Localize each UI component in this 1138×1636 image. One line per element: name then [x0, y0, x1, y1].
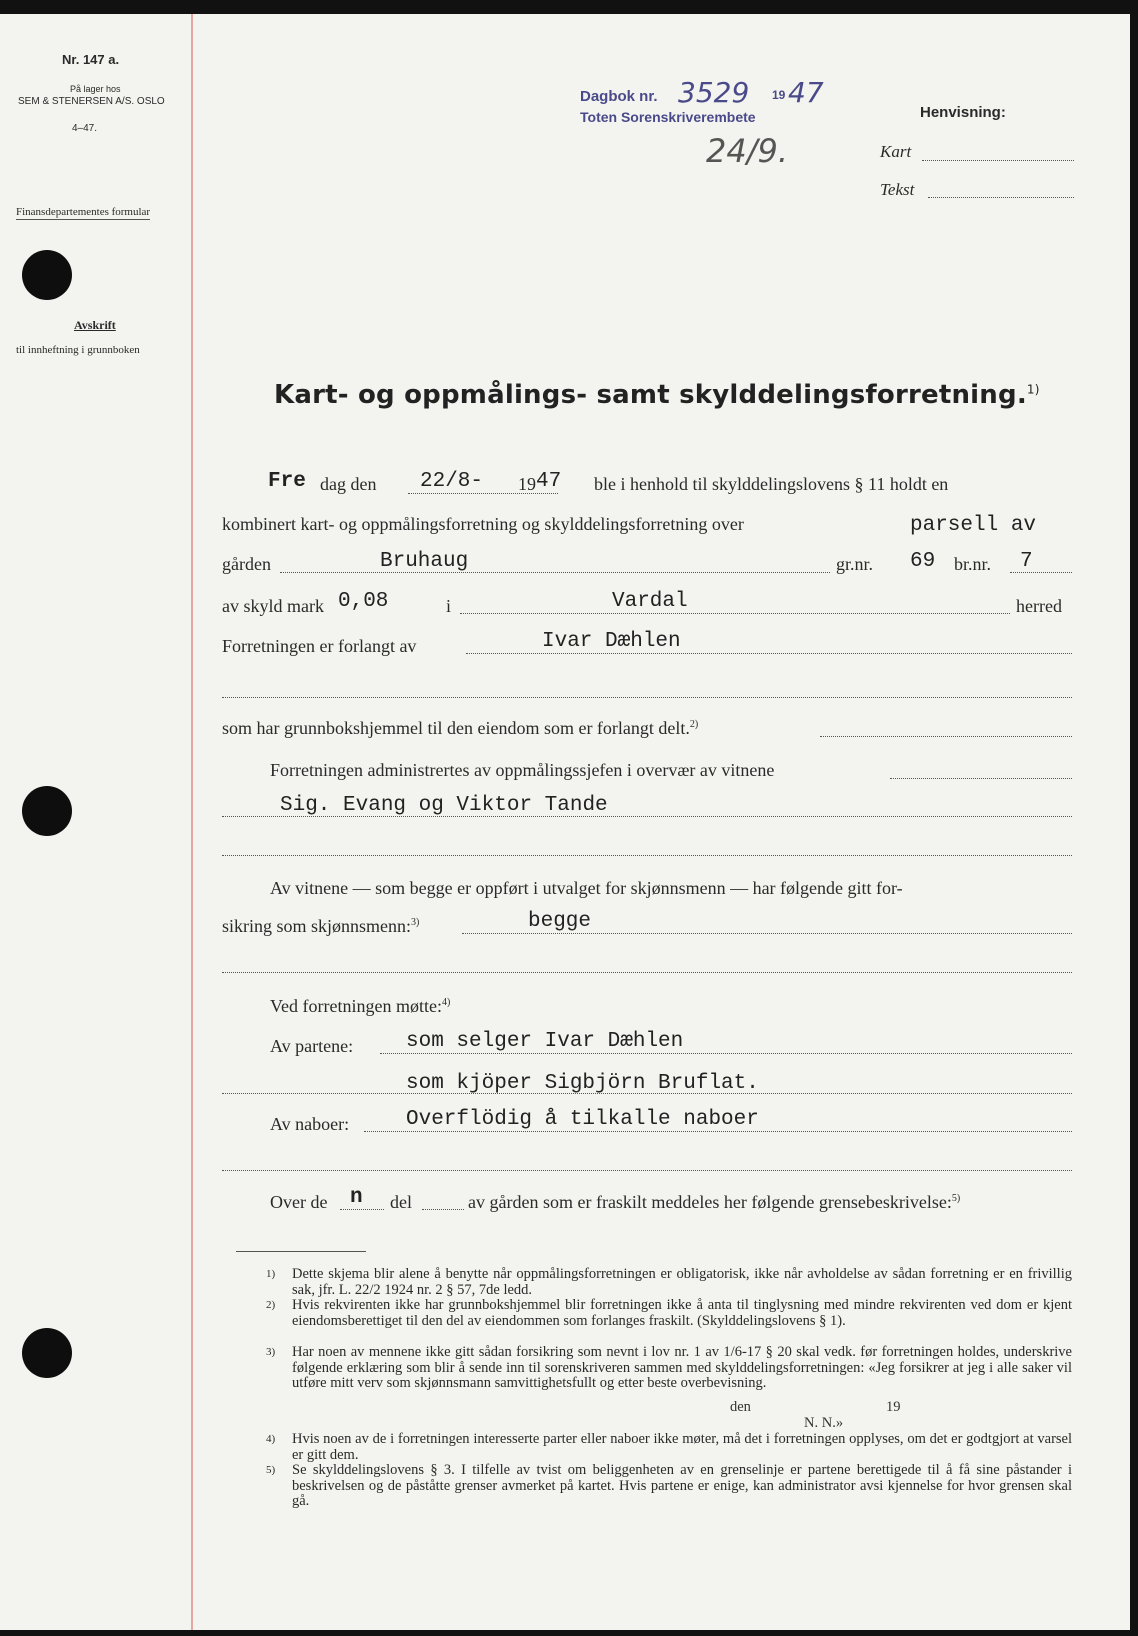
dag-den-label: dag den	[320, 474, 377, 494]
blank-line	[222, 855, 1072, 856]
ministry-form: Finansdepartementes formular	[16, 206, 151, 218]
footnote-3-den: den	[730, 1399, 751, 1415]
blank-line	[222, 972, 1072, 973]
scan-border-top	[0, 0, 1138, 14]
brnr-label: br.nr.	[954, 554, 992, 574]
skyld-label: av skyld mark	[222, 596, 324, 616]
seller-line	[380, 1053, 1072, 1054]
grnr-label: gr.nr.	[836, 554, 874, 574]
del-line	[422, 1209, 464, 1210]
footnote-3: Har noen av mennene ikke gitt sådan forsikring som nevnt i lov nr. 1 av 1/6-17 § 20 skal vedk. før forretningen holdes, underskrive følgende erklæring som blir å sende inn til sorenskriveren sammen med skylddelingsforretningen: «Jeg forsikrer at jeg i alle saker vil utføre mitt verv som skjønnsmann samvittighetsfullt og etter beste overbevisning.	[292, 1344, 1072, 1391]
copy-label: Avskrift	[74, 318, 116, 332]
line2-text: kombinert kart- og oppmålingsforretning og skylddelingsforretning over	[222, 514, 744, 534]
map-line	[922, 160, 1074, 161]
vitnene-answer: begge	[528, 910, 592, 933]
naboer-label: Av naboer:	[270, 1114, 350, 1134]
line1-text: ble i henhold til skylddelingslovens § 11 holdt en	[594, 474, 949, 494]
map-label: Kart	[880, 142, 912, 161]
footnote-mark: 5)	[266, 1464, 276, 1476]
footnote-mark: 3)	[266, 1346, 276, 1358]
text-line	[928, 197, 1074, 198]
printer-line: På lager hos	[70, 84, 121, 94]
brnr-line	[1010, 572, 1072, 573]
dagbok-number: 3529	[678, 76, 750, 109]
margin-line	[191, 14, 193, 1630]
requested-label: Forretningen er forlangt av	[222, 636, 417, 656]
grnr-value: 69	[910, 550, 936, 573]
footnote-mark: 1)	[266, 1268, 276, 1280]
municipality-line	[460, 613, 1010, 614]
naboer: Overflödig å tilkalle naboer	[406, 1108, 759, 1131]
farm-name: Bruhaug	[380, 550, 469, 573]
footnote-3-signature: N. N.»	[804, 1415, 844, 1431]
herred-label: herred	[1016, 596, 1062, 616]
requested-by: Ivar Dæhlen	[542, 630, 681, 653]
over-rest: av gården som er fraskilt meddeles her følgende grensebeskrivelse:$^{5)}$	[468, 1192, 961, 1212]
vitnene-line2: sikring som skjønnsmenn:$^{3)}$	[222, 916, 420, 936]
farm-label: gården	[222, 554, 271, 574]
partene-label: Av partene:	[270, 1036, 354, 1056]
printer-date: 4–47.	[72, 123, 98, 134]
scan-border-bottom	[0, 1630, 1138, 1636]
footnote-3-year: 19	[886, 1399, 901, 1415]
seller: som selger Ivar Dæhlen	[406, 1030, 684, 1053]
text-label: Tekst	[880, 180, 915, 199]
dagbok-year: 47	[788, 76, 824, 109]
footnote-5: Se skylddelingslovens § 3. I tilfelle av tvist om beliggenheten av en grenselinje er partene berettigede til å få sine påstander i beskrivelsen og de påståtte grenser avmerket på kartet. Hvis partene er enige, kan administrator avsi kjennelse for hvor grensen skal gå.	[292, 1462, 1072, 1509]
buyer-line	[222, 1093, 1072, 1094]
parcel-value: parsell av	[910, 514, 1037, 537]
dagbok-label: Dagbok nr.	[580, 88, 658, 105]
i-label: i	[446, 596, 452, 616]
weekday: Fre	[268, 470, 306, 493]
footnote-1: Dette skjema blir alene å benytte når oppmålingsforretningen er obligatorisk, ikke når avholdelse av sådan forretning er en frivillig sak, jfr. L. 22/2 1924 nr. 2 § 57, 7de ledd.	[292, 1266, 1072, 1298]
over-label: Over de	[270, 1192, 328, 1212]
admin-fill	[890, 778, 1072, 779]
municipality: Vardal	[612, 590, 688, 613]
received-date: 24/9.	[706, 132, 789, 170]
year-prefix: 19	[518, 474, 536, 494]
blank-line	[222, 1170, 1072, 1171]
reference-title: Henvisning:	[920, 104, 1006, 121]
document-title: Kart- og oppmålings- samt skylddelingsforretning.$^{1)}$	[274, 380, 1040, 410]
witnesses-line	[222, 816, 1072, 817]
grunnbok-fill	[820, 736, 1072, 737]
vitnene-fill	[462, 933, 1072, 934]
del-label: del	[390, 1192, 412, 1212]
copy-subtitle: til innheftning i grunnboken	[16, 344, 140, 356]
dagbok-year-prefix: 19	[772, 88, 786, 102]
skyld-value: 0,08	[338, 590, 389, 613]
farm-line	[280, 572, 830, 573]
date-line	[408, 493, 558, 494]
brnr-value: 7	[1020, 550, 1033, 573]
witnesses: Sig. Evang og Viktor Tande	[280, 794, 608, 817]
requested-line	[466, 653, 1072, 654]
naboer-line	[364, 1131, 1072, 1132]
blank-line	[222, 697, 1072, 698]
over-n: n	[350, 1186, 363, 1209]
mote-label: Ved forretningen møtte:$^{4)}$	[270, 996, 451, 1016]
buyer: som kjöper Sigbjörn Bruflat.	[406, 1072, 759, 1095]
over-line	[340, 1209, 384, 1210]
date-value: 22/8-	[420, 470, 484, 493]
footnote-2: Hvis rekvirenten ikke har grunnbokshjemmel blir forretningen ikke å anta til tinglysning med mindre rekvirenten ved dom er kjent eiendomsberettiget til den del av eiendommen som forlanges fraskilt. (Skylddelingslovens § 1).	[292, 1297, 1072, 1329]
court-office: Toten Sorenskriverembete	[580, 109, 756, 125]
admin-line: Forretningen administrertes av oppmålingssjefen i overvær av vitnene	[270, 760, 775, 780]
form-number: Nr. 147 a.	[62, 52, 120, 67]
scan-border-right	[1130, 0, 1138, 1636]
footnote-mark: 2)	[266, 1299, 276, 1311]
printer-name: SEM & STENERSEN A/S. OSLO	[18, 96, 165, 107]
punch-hole	[22, 1328, 72, 1378]
vitnene-line: Av vitnene — som begge er oppført i utvalget for skjønnsmenn — har følgende gitt for-	[270, 878, 903, 898]
punch-hole	[22, 250, 72, 300]
footnote-rule	[236, 1251, 366, 1252]
grunnbok-line: som har grunnbokshjemmel til den eiendom som er forlangt delt.$^{2)}$	[222, 718, 699, 738]
footnote-4: Hvis noen av de i forretningen interesserte parter eller naboer ikke møter, må det i forretningen opplyses, om det er godtgjort at varsel er gitt dem.	[292, 1431, 1072, 1463]
punch-hole	[22, 786, 72, 836]
footnote-mark: 4)	[266, 1433, 276, 1445]
year-value: 47	[536, 470, 562, 493]
